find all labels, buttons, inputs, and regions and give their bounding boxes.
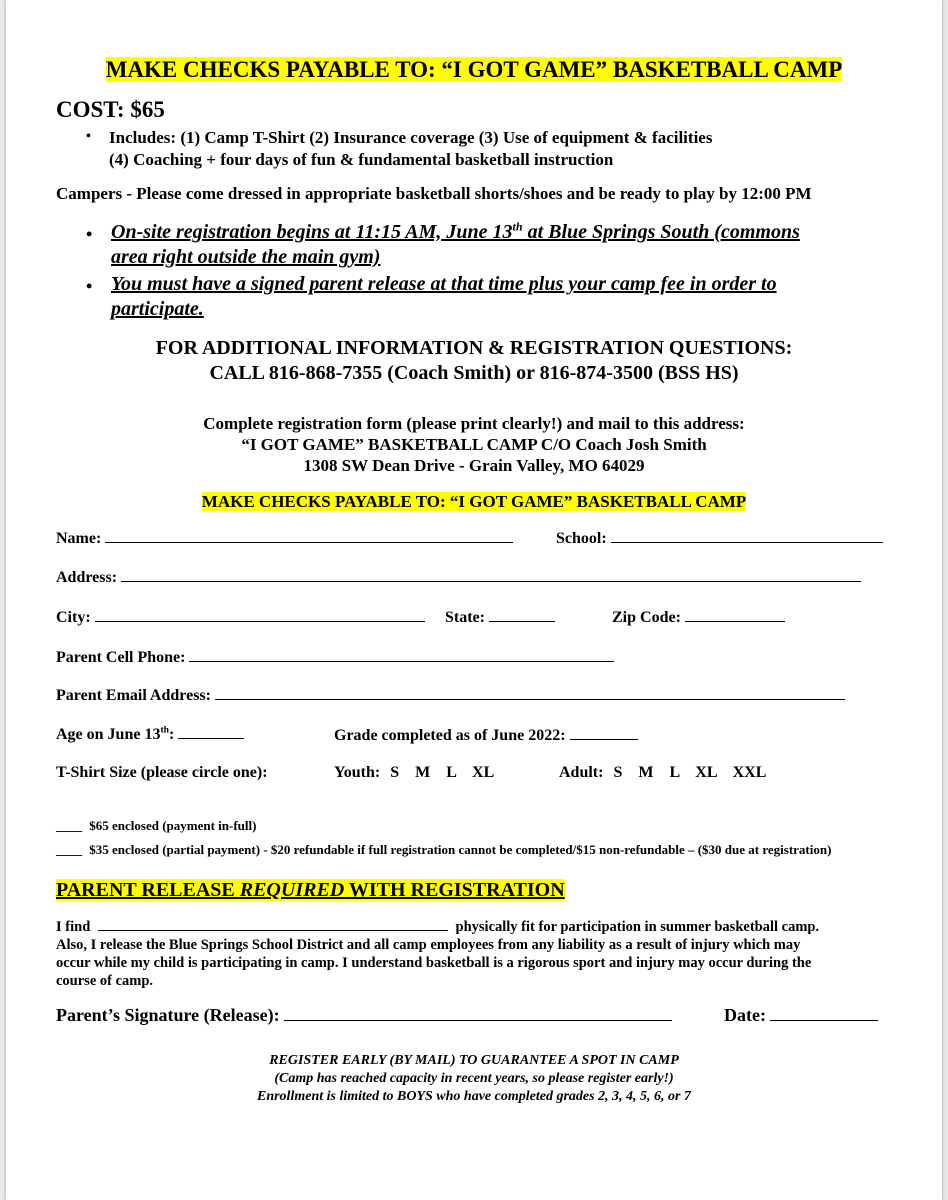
grade-input-line[interactable]: [570, 725, 638, 740]
zip-field-row: [612, 607, 785, 627]
adult-size-option[interactable]: XL: [695, 764, 717, 781]
school-input-line[interactable]: [611, 528, 883, 543]
cost-label: COST: $65: [56, 97, 165, 122]
bullet-icon: •: [86, 276, 93, 296]
adult-sizes-row: [559, 764, 766, 782]
onsite-registration-sup: th: [512, 219, 523, 234]
onsite-registration-line-1: [111, 221, 800, 244]
payment-full-blank[interactable]: ____: [56, 818, 82, 833]
state-label: State:: [445, 609, 485, 626]
mailing-line-1: Complete registration form (please print clearly!) and mail to this address:: [203, 414, 745, 433]
includes-line-2: (4) Coaching + four days of fun & fundamental basketball instruction: [109, 150, 614, 169]
release-notice-line-1: You must have a signed parent release at that time plus your camp fee in order to: [111, 273, 777, 295]
parent-email-input-line[interactable]: [215, 685, 845, 700]
address-label: Address:: [56, 569, 118, 586]
signature-row: [56, 1005, 672, 1026]
address-field-row: [56, 567, 861, 587]
age-label-colon: :: [168, 726, 175, 743]
youth-label: Youth:: [334, 764, 381, 781]
payment-partial-blank[interactable]: ____: [56, 842, 82, 857]
release-heading-b: WITH REGISTRATION: [344, 879, 565, 901]
payment-full-text: $65 enclosed (payment in-full): [89, 818, 257, 833]
youth-sizes-row: [334, 764, 494, 782]
checks-payable-heading-2: [6, 492, 942, 512]
city-label: City:: [56, 609, 91, 626]
parent-release-heading-text: [56, 879, 565, 901]
release-line-3: occur while my child is participating in camp. I understand basketball is a rigorous sport and injury may occur during the: [56, 955, 812, 971]
onsite-registration-text-b: at Blue Springs South (commons: [522, 221, 800, 243]
youth-size-option[interactable]: XL: [472, 764, 495, 781]
checks-payable-text-2: MAKE CHECKS PAYABLE TO: “I GOT GAME” BASKETBALL CAMP: [201, 492, 747, 511]
city-input-line[interactable]: [95, 607, 425, 622]
youth-size-option[interactable]: L: [446, 764, 457, 781]
release-line-1: [56, 919, 819, 936]
name-field-row: [56, 528, 513, 548]
school-field-row: [556, 528, 883, 548]
bullet-icon: •: [86, 224, 93, 244]
state-field-row: [445, 607, 555, 627]
signature-input-line[interactable]: [284, 1006, 672, 1021]
physically-fit-text: physically fit for participation in summer basketball camp.: [455, 919, 820, 935]
date-input-line[interactable]: [770, 1006, 878, 1021]
zip-label: Zip Code:: [612, 609, 681, 626]
parent-release-heading: [56, 879, 565, 902]
release-heading-a: PARENT RELEASE: [56, 879, 240, 901]
adult-size-option[interactable]: S: [613, 764, 623, 781]
parent-phone-input-line[interactable]: [189, 647, 614, 662]
adult-label: Adult:: [559, 764, 604, 781]
registration-form-page: [6, 0, 942, 1200]
payment-partial-text: $35 enclosed (partial payment) - $20 refundable if full registration cannot be completed/$15 non-refundable – ($30 due at registration): [89, 842, 832, 857]
mailing-line-2: “I GOT GAME” BASKETBALL CAMP C/O Coach Josh Smith: [241, 435, 707, 454]
payment-partial-row: [56, 842, 831, 858]
tshirt-label: T-Shirt Size (please circle one):: [56, 764, 268, 781]
date-label: Date:: [724, 1005, 766, 1025]
footer-line-3: Enrollment is limited to BOYS who have completed grades 2, 3, 4, 5, 6, or 7: [256, 1089, 691, 1104]
checks-payable-heading: [6, 57, 942, 83]
bullet-icon: •: [86, 129, 91, 144]
mailing-line-3: 1308 SW Dean Drive - Grain Valley, MO 64029: [303, 456, 645, 475]
age-label-text: Age on June 13: [56, 726, 161, 743]
name-label: Name:: [56, 530, 102, 547]
contact-line-2: CALL 816-868-7355 (Coach Smith) or 816-874-3500 (BSS HS): [209, 362, 739, 384]
date-row: [724, 1005, 878, 1026]
onsite-registration-text: On-site registration begins at 11:15 AM, June 13: [111, 221, 513, 243]
release-heading-em: REQUIRED: [239, 879, 345, 901]
school-label: School:: [556, 530, 607, 547]
grade-field-row: [334, 725, 638, 745]
adult-size-option[interactable]: XXL: [732, 764, 767, 781]
adult-size-option[interactable]: L: [669, 764, 680, 781]
youth-size-option[interactable]: M: [415, 764, 431, 781]
age-label-sup: th: [160, 724, 169, 736]
parent-email-field-row: [56, 685, 845, 705]
footer-line-2: (Camp has reached capacity in recent years, so please register early!): [274, 1071, 674, 1086]
i-find-label: I find: [56, 919, 91, 935]
checks-payable-text: MAKE CHECKS PAYABLE TO: “I GOT GAME” BASKETBALL CAMP: [105, 57, 843, 82]
release-notice-line-2: participate.: [111, 298, 204, 320]
footer-line-1: REGISTER EARLY (BY MAIL) TO GUARANTEE A SPOT IN CAMP: [269, 1053, 679, 1068]
includes-line-1: Includes: (1) Camp T-Shirt (2) Insurance coverage (3) Use of equipment & facilities: [109, 128, 713, 147]
city-field-row: [56, 607, 425, 627]
campers-note: Campers - Please come dressed in appropriate basketball shorts/shoes and be ready to play by 12:00 PM: [56, 184, 812, 203]
parent-phone-label: Parent Cell Phone:: [56, 649, 186, 666]
release-line-4: course of camp.: [56, 973, 154, 989]
onsite-registration-line-2: area right outside the main gym): [111, 246, 381, 268]
adult-size-option[interactable]: M: [638, 764, 654, 781]
contact-line-1: FOR ADDITIONAL INFORMATION & REGISTRATION QUESTIONS:: [155, 337, 793, 359]
grade-label: Grade completed as of June 2022:: [334, 727, 566, 744]
child-name-input-line[interactable]: [98, 919, 448, 931]
name-input-line[interactable]: [105, 528, 513, 543]
state-input-line[interactable]: [489, 607, 555, 622]
age-input-line[interactable]: [178, 724, 244, 739]
address-input-line[interactable]: [121, 567, 861, 582]
signature-label: Parent’s Signature (Release):: [56, 1005, 280, 1025]
payment-full-row: [56, 818, 256, 834]
zip-input-line[interactable]: [685, 607, 785, 622]
parent-phone-field-row: [56, 647, 614, 667]
release-line-2: Also, I release the Blue Springs School District and all camp employees from any liability as a result of injury which may: [56, 937, 801, 953]
youth-size-option[interactable]: S: [390, 764, 400, 781]
age-field-row: [56, 724, 244, 744]
parent-email-label: Parent Email Address:: [56, 687, 211, 704]
age-label: [56, 726, 174, 743]
